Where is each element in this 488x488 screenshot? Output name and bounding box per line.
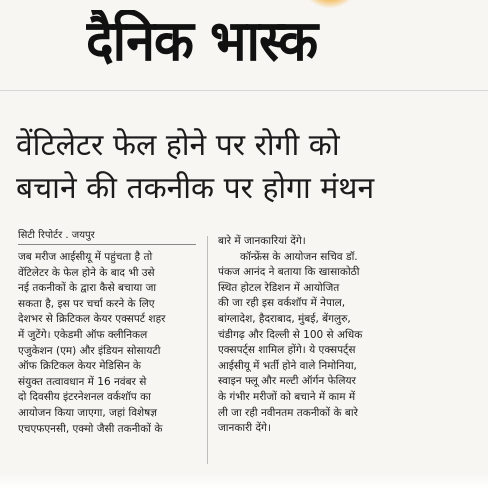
text-line: जब मरीज आईसीयू में पहुंचता है तो: [18, 251, 153, 263]
text-line: एक्सपर्ट्स शामिल होंगे। ये एक्सपर्ट्स: [218, 344, 356, 357]
article-left-column: [18, 250, 196, 437]
text-line: वेंटिलेटर के फेल होने के बाद भी उसे: [18, 266, 155, 279]
text-line: देशभर से क्रिटिकल केयर एक्सपर्ट शहर: [18, 313, 166, 326]
text-line: ली जा रही नवीनतम तकनीकों के बारे: [218, 406, 358, 419]
text-line: पंकज आनंद ने बताया कि खासाकोठी: [218, 266, 360, 279]
page-bottom-edge: [0, 474, 488, 488]
text-line: दो दिवसीय इंटरनेशनल वर्कशॉप का: [18, 391, 151, 404]
masthead: [86, 10, 488, 72]
masthead-title: दैनिक भास्क: [86, 10, 318, 72]
byline: सिटी रिपोर्टर . जयपुर: [18, 230, 95, 241]
text-line: की जा रही इस वर्कशॉप में नेपाल,: [218, 297, 346, 310]
byline-rule: [18, 244, 196, 245]
text-line: एजुकेशन (एम) और इंडियन सोसायटी: [18, 344, 161, 357]
text-line: जानकारी देंगे।: [218, 422, 271, 435]
text-line: संयुक्त तत्वावधान में 16 नवंबर से: [18, 375, 147, 388]
text-line: स्वाइन फ्लू और मल्टी ऑर्गन फेलियर: [218, 375, 356, 388]
text-line: बारे में जानकारियां देंगे।: [218, 235, 306, 247]
masthead-divider: [0, 90, 488, 91]
text-line: कॉन्फ्रेंस के आयोजन सचिव डॉ.: [240, 250, 358, 263]
masthead-sun-logo: [300, 0, 360, 8]
text-line: आईसीयू में भर्ती होने वाले निमोनिया,: [218, 359, 357, 372]
text-line: एचएफएनसी, एक्मो जैसी तकनीकों के: [18, 422, 163, 435]
headline-line-1: वेंटिलेटर फेल होने पर रोगी को: [16, 128, 340, 163]
text-line: सकता है, इस पर चर्चा करने के लिए: [18, 297, 155, 310]
column-divider: [207, 236, 208, 464]
text-line: में जुटेंगे। एकेडमी ऑफ क्लीनिकल: [18, 328, 148, 341]
article-headline: [16, 124, 486, 210]
text-line: नई तकनीकों के द्वारा कैसे बचाया जा: [18, 282, 157, 295]
text-line: आयोजन किया जाएगा, जहां विशेषज्ञ: [18, 406, 157, 419]
text-line: चंडीगढ़ और दिल्ली से 100 से अधिक: [218, 328, 363, 341]
text-line: के गंभीर मरीजों को बचाने में काम में: [218, 390, 356, 403]
headline-line-2: बचाने की तकनीक पर होगा मंथन: [16, 171, 375, 206]
article-right-column: [218, 234, 414, 437]
text-line: बांग्लादेश, हैदराबाद, मुंबई, बेंगलुरु,: [218, 312, 351, 325]
text-line: स्थित होटल रेडिशन में आयोजित: [218, 281, 340, 294]
text-line: ऑफ क्रिटिकल केयर मेडिसिन के: [18, 360, 141, 373]
